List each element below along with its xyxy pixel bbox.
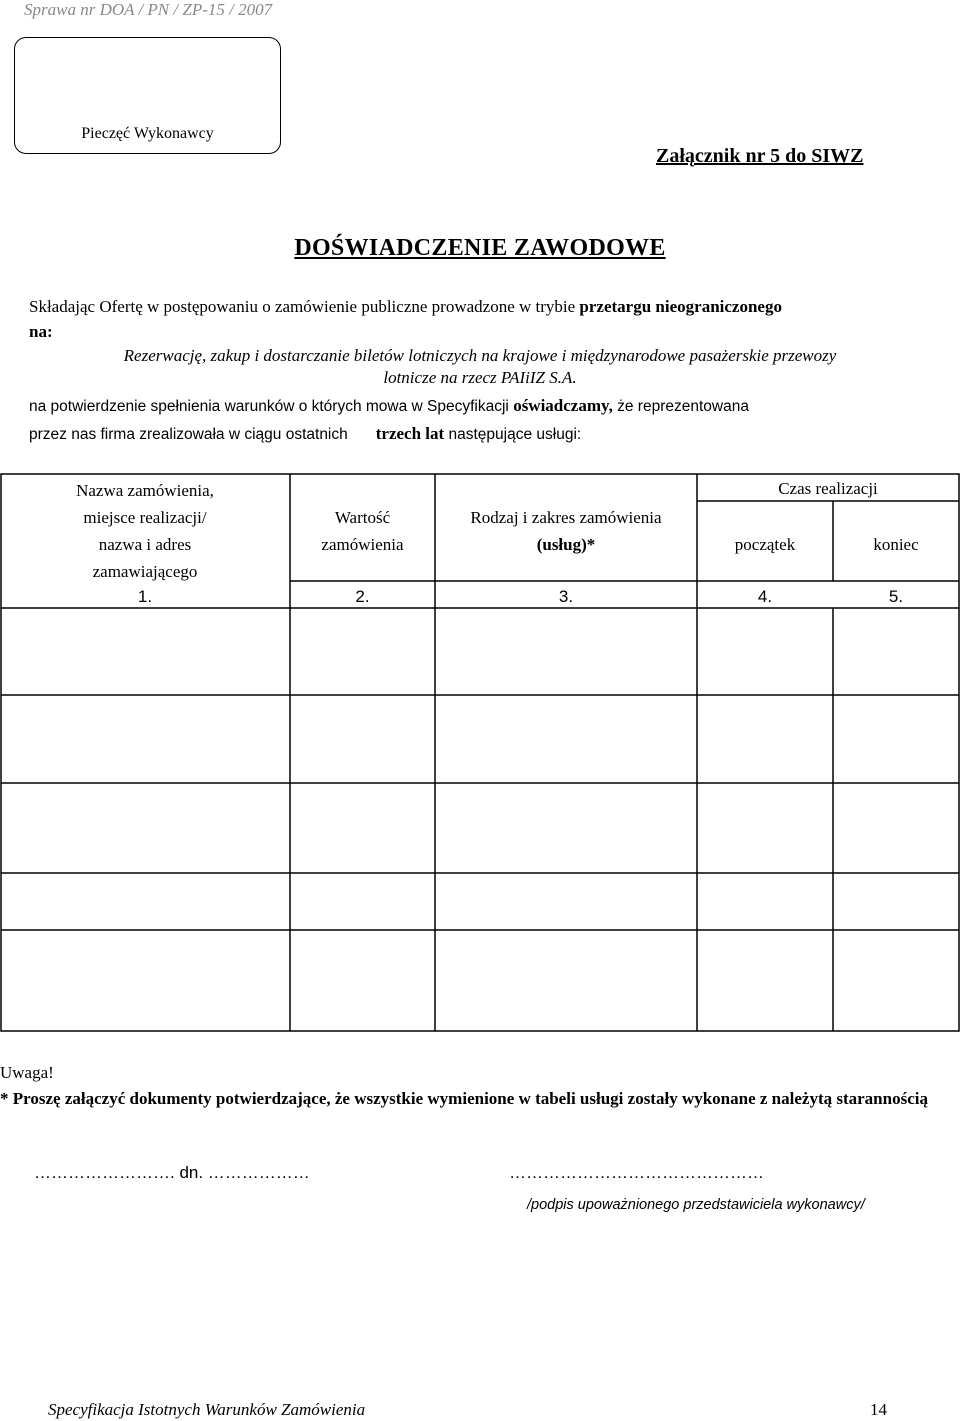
note-label: Uwaga!	[0, 1063, 54, 1082]
page-number: 14	[870, 1400, 887, 1419]
statement-line-2	[29, 424, 581, 444]
signature-label: /podpis upoważnionego przedstawiciela wykonawcy/	[527, 1197, 865, 1213]
col-number: 3.	[558, 587, 574, 606]
col2-line: Wartość	[334, 508, 391, 527]
signature-line: ………………………………………	[509, 1163, 764, 1182]
col-header-name	[0, 477, 290, 585]
note-text: * Proszę załączyć dokumenty potwierdzające, że wszystkie wymienione w tabeli usługi zostały wykonane z należytą starannością	[0, 1089, 928, 1108]
col-number: 5.	[888, 587, 904, 606]
col-header-value	[290, 504, 435, 558]
col1-line: miejsce realizacji/	[83, 508, 207, 527]
contractor-stamp-box	[14, 37, 281, 154]
case-number: Sprawa nr DOA / PN / ZP-15 / 2007	[24, 0, 273, 19]
order-subject	[0, 345, 960, 389]
document-title: DOŚWIADCZENIE ZAWODOWE	[294, 235, 666, 261]
statement-line-1	[29, 396, 749, 416]
col2-line: zamówienia	[321, 535, 404, 554]
col-number: 2.	[355, 587, 370, 606]
intro-line	[29, 297, 782, 317]
intro-bold: przetargu nieograniczonego	[579, 297, 782, 316]
col-header-time: Czas realizacji	[778, 479, 878, 498]
statement-bold: oświadczamy,	[513, 396, 613, 415]
statement-text: na potwierdzenie spełnienia warunków o których mowa w Specyfikacji	[29, 398, 514, 415]
col-number: 4.	[757, 587, 773, 606]
col-header-scope	[435, 504, 697, 558]
col1-line: nazwa i adres	[98, 535, 192, 554]
statement-text-end: że reprezentowana	[612, 398, 749, 415]
col-number: 1.	[137, 587, 153, 606]
col3-line-bold: (usług)*	[536, 535, 596, 554]
subject-line-2: lotnicze na rzecz PAIiIZ S.A.	[383, 368, 577, 387]
attachment-title: Załącznik nr 5 do SIWZ	[656, 145, 864, 167]
statement-text-2-end: następujące usługi:	[444, 426, 582, 443]
intro-text: Składając Ofertę w postępowaniu o zamówienie publiczne prowadzone w trybie	[29, 297, 580, 316]
col1-line: Nazwa zamówienia,	[76, 481, 214, 500]
col1-line: zamawiającego	[92, 562, 198, 581]
col-header-start: początek	[734, 535, 796, 554]
footer-title: Specyfikacja Istotnych Warunków Zamówienia	[48, 1400, 366, 1419]
statement-bold-2: trzech lat	[375, 424, 445, 443]
experience-table	[0, 473, 960, 1033]
col3-line: Rodzaj i zakres zamówienia	[470, 508, 662, 527]
col-header-end: koniec	[873, 535, 919, 554]
subject-line-1: Rezerwację, zakup i dostarczanie biletów lotniczych na krajowe i międzynarodowe pasażerskie przewozy	[123, 346, 837, 365]
statement-text-2: przez nas firma zrealizowała w ciągu ostatnich	[29, 426, 348, 443]
place-date-line: ……………………. dn. ………………	[34, 1163, 310, 1182]
intro-line-2: na:	[29, 322, 53, 341]
stamp-label: Pieczęć Wykonawcy	[81, 125, 214, 142]
